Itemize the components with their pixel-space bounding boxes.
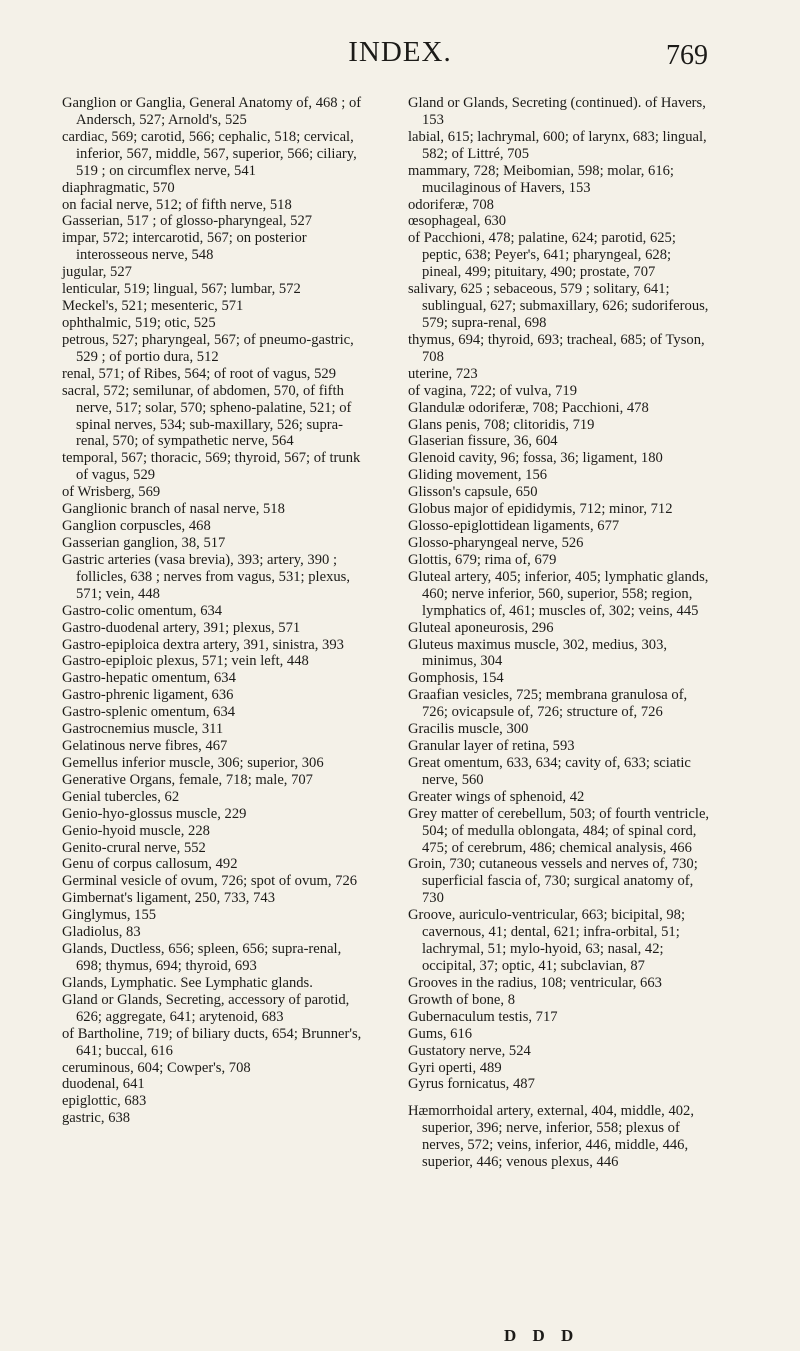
index-entry: diaphragmatic, 570 [62,179,175,196]
index-entry: Glandulæ odoriferæ, 708; Pacchioni, 478 [408,399,649,416]
index-entry: Growth of bone, 8 [408,991,516,1008]
index-entry: salivary, 625 ; sebaceous, 579 ; solitary, 641; sublingual, 627; submaxillary, 626; sudoriferous, 579; supra-renal, 698 [408,281,709,331]
index-entry: Generative Organs, female, 718; male, 707 [62,771,313,788]
index-entry: Gastro-colic omentum, 634 [62,602,223,619]
index-entry: Glenoid cavity, 96; fossa, 36; ligament, 180 [408,450,663,467]
index-entry: Ganglion or Ganglia, General Anatomy of, 468 ; of Andersch, 527; Arnold's, 525 [62,95,362,128]
index-entry: Ginglymus, 155 [62,907,157,924]
index-entry: sacral, 572; semilunar, of abdomen, 570, of fifth nerve, 517; solar, 570; spheno-palatine, 521; of spinal nerves, 534; sub-maxillary, 526; supra-renal, 570; of sympathetic nerve, 564 [62,382,352,450]
index-entry: Gums, 616 [408,1025,473,1042]
index-entry: Genio-hyo-glossus muscle, 229 [62,805,247,822]
index-entry: Gluteal artery, 405; inferior, 405; lymphatic glands, 460; nerve inferior, 560, superior, 558; region, lymphatics of, 461; muscles of, 302; veins, 445 [408,568,709,619]
index-entry: Globus major of epididymis, 712; minor, 712 [408,501,673,518]
index-entry: Gastrocnemius muscle, 311 [62,721,224,738]
index-entry: Ganglion corpuscles, 468 [62,518,211,535]
index-entry: labial, 615; lachrymal, 600; of larynx, 683; lingual, 582; of Littré, 705 [408,128,707,162]
index-entry: Gyrus fornicatus, 487 [408,1076,535,1093]
page-number: 769 [666,40,708,71]
index-entry: Gastro-epiploic plexus, 571; vein left, 448 [62,653,309,670]
index-entry: Graafian vesicles, 725; membrana granulosa of, 726; ovicapsule of, 726; structure of, 726 [408,687,688,721]
index-entry: impar, 572; intercarotid, 567; on posterior interosseous nerve, 548 [62,230,307,264]
index-entry: epiglottic, 683 [62,1093,147,1110]
index-entry: Grooves in the radius, 108; ventricular, 663 [408,974,662,991]
index-entry: Gastro-epiploica dextra artery, 391, sinistra, 393 [62,636,344,653]
index-entry: thymus, 694; thyroid, 693; tracheal, 685; of Tyson, 708 [408,331,705,365]
index-entry: of vagina, 722; of vulva, 719 [408,382,578,399]
index-entry: Glottis, 679; rima of, 679 [408,551,557,568]
letter-section-gap [408,1093,712,1103]
index-entry: on facial nerve, 512; of fifth nerve, 518 [62,196,292,213]
index-entry: Groove, auriculo-ventricular, 663; bicipital, 98; cavernous, 41; dental, 621; infra-orbital, 51; lachrymal, 51; mylo-hyoid, 63; nasal, 42; occipital, 37; optic, 41; subclavian, 87 [408,907,686,975]
index-entry: Glosso-epiglottidean ligaments, 677 [408,518,620,535]
index-entry: Hæmorrhoidal artery, external, 404, middle, 402, superior, 396; nerve, inferior, 558; plexus of nerves, 572; veins, inferior, 446, middle, 446, superior, 446; venous plexus, 446 [408,1103,694,1171]
index-entry: Gustatory nerve, 524 [408,1042,531,1059]
index-entry: Gracilis muscle, 300 [408,721,529,738]
index-entry: Gasserian, 517 ; of glosso-pharyngeal, 527 [62,213,313,230]
index-entry: Gasserian ganglion, 38, 517 [62,534,226,551]
index-entry: Gastro-duodenal artery, 391; plexus, 571 [62,619,301,636]
index-entry: Genu of corpus callosum, 492 [62,856,238,873]
index-column-left [62,95,366,1127]
index-entry: Gluteal aponeurosis, 296 [408,619,554,636]
index-entry: of Bartholine, 719; of biliary ducts, 654; Brunner's, 641; buccal, 616 [62,1025,362,1059]
index-entry: duodenal, 641 [62,1076,145,1093]
index-entry: Gelatinous nerve fibres, 467 [62,738,228,755]
index-entry: odoriferæ, 708 [408,196,494,213]
page-title: INDEX. [348,36,452,68]
signature-mark: D D D [504,1326,580,1345]
index-entry: Genito-crural nerve, 552 [62,839,206,856]
index-entry: Grey matter of cerebellum, 503; of fourth ventricle, 504; of medulla oblongata, 484; of spinal cord, 475; of cerebrum, 486; chemical analysis, 466 [408,805,710,856]
index-entry: Gastro-phrenic ligament, 636 [62,687,234,704]
index-entry: petrous, 527; pharyngeal, 567; of pneumo-gastric, 529 ; of portio dura, 512 [62,331,354,365]
index-entry: Glaserian fissure, 36, 604 [408,433,558,450]
index-entry: Gland or Glands, Secreting, accessory of parotid, 626; aggregate, 641; arytenoid, 683 [62,991,350,1025]
index-entry: Gomphosis, 154 [408,670,504,687]
index-entry: Gubernaculum testis, 717 [408,1008,558,1025]
index-column-right [408,95,712,1171]
index-entry: Germinal vesicle of ovum, 726; spot of ovum, 726 [62,873,358,890]
index-entry: jugular, 527 [62,264,132,281]
page-header [0,36,800,76]
index-entry: Genio-hyoid muscle, 228 [62,822,210,839]
index-entry: Glands, Ductless, 656; spleen, 656; supra-renal, 698; thymus, 694; thyroid, 693 [62,941,342,975]
index-entry: renal, 571; of Ribes, 564; of root of vagus, 529 [62,365,336,382]
index-entry: Gluteus maximus muscle, 302, medius, 303, minimus, 304 [408,636,668,670]
index-entry: cardiac, 569; carotid, 566; cephalic, 518; cervical, inferior, 567, middle, 567, superior, 566; ciliary, 519 ; on circumflex nerve, 541 [62,128,357,179]
index-entry: Glans penis, 708; clitoridis, 719 [408,416,595,433]
index-entry: Gladiolus, 83 [62,924,141,941]
index-entry: gastric, 638 [62,1110,131,1127]
index-entry: Great omentum, 633, 634; cavity of, 633; sciatic nerve, 560 [408,754,691,788]
index-entry: Gliding movement, 156 [408,467,548,484]
index-entry: Groin, 730; cutaneous vessels and nerves of, 730; superficial fascia of, 730; surgical anatomy of, 730 [408,856,698,907]
index-entry: Gemellus inferior muscle, 306; superior, 306 [62,754,324,771]
index-entry: Gastro-hepatic omentum, 634 [62,670,236,687]
index-entry: Glosso-pharyngeal nerve, 526 [408,534,584,551]
index-entry: of Pacchioni, 478; palatine, 624; parotid, 625; peptic, 638; Peyer's, 641; pharyngeal, 628; pineal, 499; pituitary, 490; prostate, 707 [408,230,676,281]
index-entry: Glands, Lymphatic. See Lymphatic glands. [62,974,313,991]
index-entry: lenticular, 519; lingual, 567; lumbar, 572 [62,281,301,298]
index-entry: Genial tubercles, 62 [62,788,180,805]
index-entry: mammary, 728; Meibomian, 598; molar, 616; mucilaginous of Havers, 153 [408,162,674,196]
index-entry: ophthalmic, 519; otic, 525 [62,314,216,331]
index-entry: ceruminous, 604; Cowper's, 708 [62,1059,251,1076]
index-entry: Granular layer of retina, 593 [408,738,575,755]
index-entry: Gland or Glands, Secreting (continued). of Havers, 153 [408,95,706,128]
index-entry: Gastric arteries (vasa brevia), 393; artery, 390 ; follicles, 638 ; nerves from vagus, 531; plexus, 571; vein, 448 [62,551,350,602]
index-entry: temporal, 567; thoracic, 569; thyroid, 567; of trunk of vagus, 529 [62,450,361,484]
index-entry: œsophageal, 630 [408,213,507,230]
index-entry: uterine, 723 [408,365,478,382]
index-entry: Gyri operti, 489 [408,1059,502,1076]
index-entry: of Wrisberg, 569 [62,484,161,501]
index-entry: Ganglionic branch of nasal nerve, 518 [62,501,285,518]
index-entry: Greater wings of sphenoid, 42 [408,788,585,805]
index-entry: Gimbernat's ligament, 250, 733, 743 [62,890,275,907]
index-entry: Glisson's capsule, 650 [408,484,538,501]
index-entry: Meckel's, 521; mesenteric, 571 [62,298,244,315]
index-entry: Gastro-splenic omentum, 634 [62,704,236,721]
